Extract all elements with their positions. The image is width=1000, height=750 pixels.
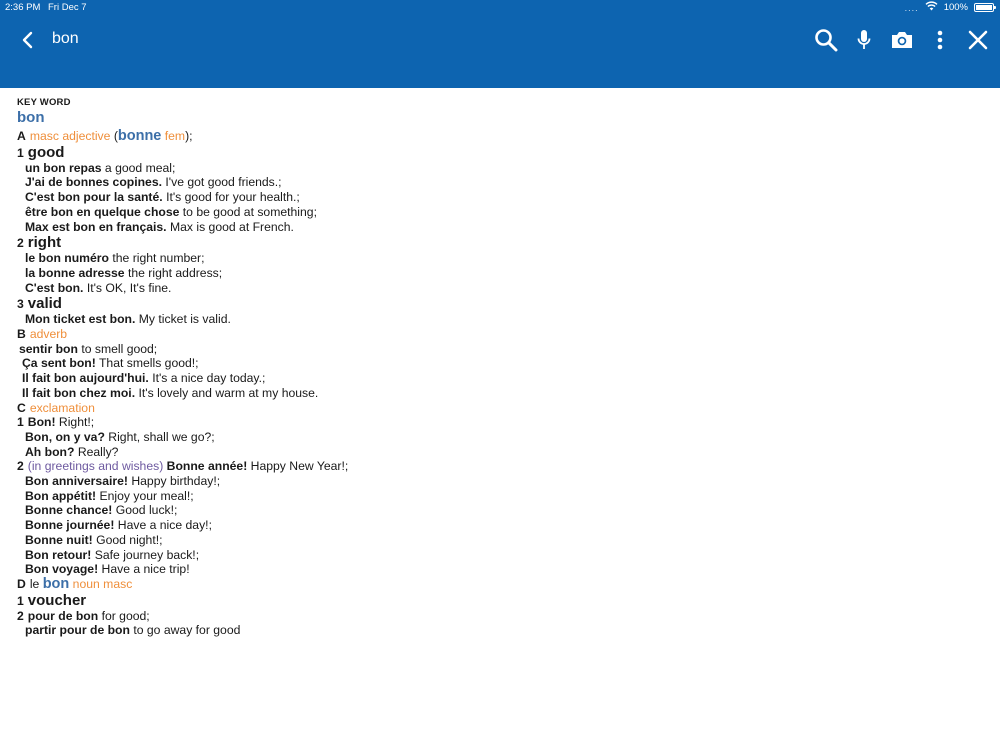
section-b-header: B adverb [17,327,68,342]
section-c-header: C exclamation [17,400,95,415]
example: Bon voyage! Have a nice trip! [25,562,190,577]
status-right [905,1,994,14]
example: Ah bon? Really? [25,444,119,459]
sense-heading: 1 voucher [17,591,87,609]
sense-heading: 1 good [17,143,65,161]
chevron-left-icon [21,31,35,49]
usage-context: (in greetings and wishes) [27,459,164,474]
section-letter: A [17,129,26,143]
top-bar [0,0,1000,88]
battery-icon [974,3,994,12]
wifi-icon [925,1,938,14]
sense-heading: 2 right [17,234,62,252]
example: Bonne chance! Good luck!; [25,503,178,518]
close-icon [968,30,988,50]
example: Mon ticket est bon. My ticket is valid. [25,312,231,327]
part-of-speech: masc adjective [29,129,111,143]
search-button[interactable] [812,26,840,54]
noun-headword: bon [42,575,70,592]
example: être bon en quelque chose to be good at something; [25,204,317,219]
section-a-header: A masc adjective (bonne fem); [17,128,193,144]
sense-heading: 2 pour de bon for good; [17,608,150,623]
search-bar [0,24,1000,56]
example: J'ai de bonnes copines. I've got good friends.; [25,175,282,190]
example: Bon, on y va? Right, shall we go?; [25,429,215,444]
dictionary-entry [17,96,980,638]
sense-heading: 2 (in greetings and wishes) Bonne année! Happy New Year!; [17,459,349,474]
example: Bon retour! Safe journey back!; [25,547,200,562]
voice-button[interactable] [850,26,878,54]
feminine-form-link[interactable]: bonne [117,128,162,144]
example: Il fait bon aujourd'hui. It's a nice day today.; [22,371,266,386]
example: un bon repas a good meal; [25,160,176,175]
close-button[interactable] [964,26,992,54]
status-time: 2:36 PM [5,2,41,13]
more-options-button[interactable] [926,26,954,54]
back-button[interactable] [14,26,42,54]
battery-percent: 100% [943,2,968,13]
example: le bon numéro the right number; [25,251,205,266]
example: Bon anniversaire! Happy birthday!; [25,474,221,489]
search-icon [814,28,838,52]
status-date: Fri Dec 7 [48,2,87,13]
status-bar [0,0,1000,14]
toolbar [802,26,992,54]
example: C'est bon. It's OK, It's fine. [25,280,172,295]
camera-button[interactable] [888,26,916,54]
part-of-speech: noun masc [72,576,133,591]
part-of-speech: adverb [29,327,68,342]
sense-heading: 1 Bon! Right!; [17,415,95,430]
section-d-header: D le bon noun masc [17,575,133,592]
example: Bonne nuit! Good night!; [25,532,163,547]
headword: bon [17,109,45,126]
key-word-label: KEY WORD [17,97,71,108]
signal-indicator: .... [904,2,919,13]
search-query[interactable]: bon [52,30,79,47]
example: Ça sent bon! That smells good!; [22,356,199,371]
gender-label: fem [164,129,186,143]
camera-icon [890,30,914,50]
part-of-speech: exclamation [29,400,95,415]
more-vertical-icon [936,29,944,51]
example: Max est bon en français. Max is good at French. [25,219,294,234]
example: Bonne journée! Have a nice day!; [25,518,212,533]
example: la bonne adresse the right address; [25,265,223,280]
example: Il fait bon chez moi. It's lovely and warm at my house. [22,385,319,400]
sense-heading: 3 valid [17,295,62,313]
example: partir pour de bon to go away for good [25,623,241,638]
example: Bon appétit! Enjoy your meal!; [25,488,194,503]
microphone-icon [856,29,872,51]
example: sentir bon to smell good; [19,341,158,356]
example: C'est bon pour la santé. It's good for your health.; [25,190,300,205]
